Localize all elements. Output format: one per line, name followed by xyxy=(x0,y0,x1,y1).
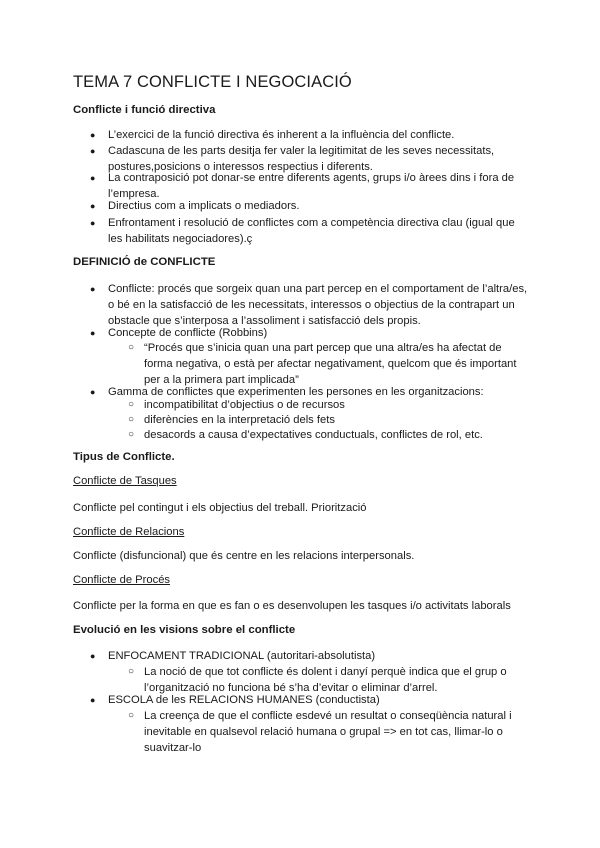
sub-list-item: desacords a causa d’expectatives conductuals, conflictes de rol, etc. xyxy=(144,429,483,441)
list-item: Enfrontament i resolució de conflictes com a competència directiva clau (igual que les habilitats negociadores).ç xyxy=(108,217,515,245)
circle-bullet-icon: ○ xyxy=(128,414,135,425)
conflict-type-desc: Conflicte (disfuncional) que és centre en les relacions interpersonals. xyxy=(73,550,415,562)
section-heading-evolution: Evolució en les visions sobre el conflicte xyxy=(73,624,296,636)
bullet-icon: ● xyxy=(90,651,96,661)
circle-bullet-icon: ○ xyxy=(128,429,135,440)
circle-bullet-icon: ○ xyxy=(128,666,135,677)
conflict-type-desc: Conflicte per la forma en que es fan o es desenvolupen les tasques i/o activitats laborals xyxy=(73,600,511,612)
section-heading-conflict-management: Conflicte i funció directiva xyxy=(73,104,216,116)
bullet-icon: ● xyxy=(90,695,96,705)
conflict-type-desc: Conflicte pel contingut i els objectius del treball. Priorització xyxy=(73,502,367,514)
list-item: ESCOLA de les RELACIONS HUMANES (conductista) xyxy=(108,694,380,706)
circle-bullet-icon: ○ xyxy=(128,342,135,353)
list-item: ENFOCAMENT TRADICIONAL (autoritari-absolutista) xyxy=(108,650,376,662)
conflict-type-name: Conflicte de Tasques xyxy=(73,475,177,487)
section-heading-types: Tipus de Conflicte. xyxy=(73,451,175,463)
list-item: La contraposició pot donar-se entre diferents agents, grups i/o àrees dins i fora de l’empresa. xyxy=(108,172,515,200)
list-item: Directius com a implicats o mediadors. xyxy=(108,200,300,212)
bullet-icon: ● xyxy=(90,146,96,156)
bullet-icon: ● xyxy=(90,201,96,211)
bullet-icon: ● xyxy=(90,130,96,140)
bullet-icon: ● xyxy=(90,387,96,397)
sub-list-item: La noció de que tot conflicte és dolent i danyí perquè indica que el grup o l’organització no funciona bé s’ha d’evitar o eliminar d’arrel. xyxy=(144,666,507,694)
list-item: Concepte de conflicte (Robbins) xyxy=(108,327,268,339)
list-item: Cadascuna de les parts desitja fer valer la legitimitat de les seves necessitats, postures,posicions o interessos respectius i diferents. xyxy=(108,145,495,173)
sub-list-item: diferències en la interpretació dels fets xyxy=(144,414,335,426)
bullet-icon: ● xyxy=(90,218,96,228)
bullet-icon: ● xyxy=(90,328,96,338)
list-item: Conflicte: procés que sorgeix quan una part percep en el comportament de l’altra/es, o bé en la satisfacció de les necessitats, interessos o objectius de la contrapart un obstacle que s’interposa a l’assoliment i satisfacció dels propis. xyxy=(108,283,528,327)
conflict-type-name: Conflicte de Relacions xyxy=(73,526,185,538)
bullet-icon: ● xyxy=(90,284,96,294)
circle-bullet-icon: ○ xyxy=(128,710,135,721)
conflict-type-name: Conflicte de Procés xyxy=(73,574,171,586)
page-title: TEMA 7 CONFLICTE I NEGOCIACIÓ xyxy=(73,73,352,91)
circle-bullet-icon: ○ xyxy=(128,399,135,410)
sub-list-item: “Procés que s’inicia quan una part percep que una altra/es ha afectat de forma negativa, o està per afectar negativament, quelcom que és important per a la primera part implicada” xyxy=(144,342,517,386)
section-heading-definition: DEFINICIÓ de CONFLICTE xyxy=(73,256,216,268)
sub-list-item: La creença de que el conflicte esdevé un resultat o conseqüència natural i inevitable en qualsevol relació humana o grupal => en tot cas, llimar-lo o suavitzar-lo xyxy=(144,710,512,754)
bullet-icon: ● xyxy=(90,173,96,183)
list-item: Gamma de conflictes que experimenten les persones en les organitzacions: xyxy=(108,386,484,398)
sub-list-item: incompatibilitat d’objectius o de recursos xyxy=(144,399,345,411)
list-item: L’exercici de la funció directiva és inherent a la influència del conflicte. xyxy=(108,129,455,141)
